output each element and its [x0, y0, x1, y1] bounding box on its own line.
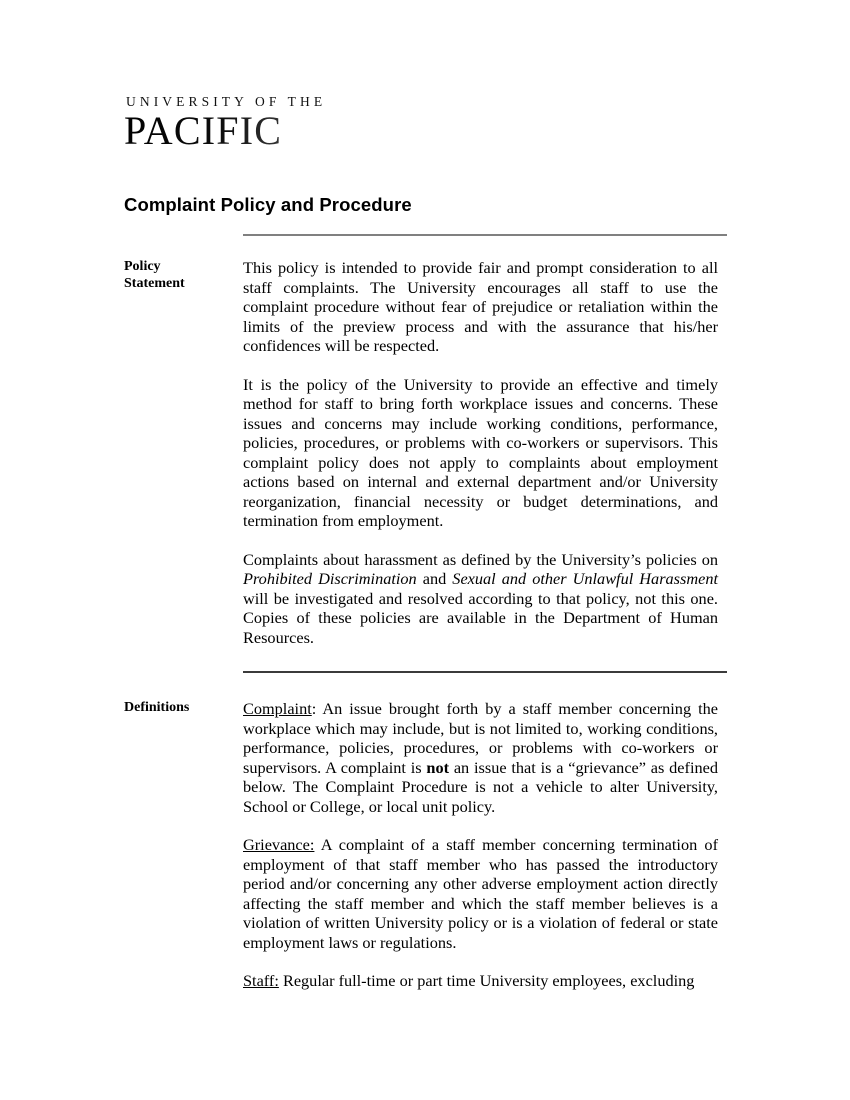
logo-wordmark-main: PACIFIC [124, 110, 354, 152]
paragraph [243, 699, 718, 816]
paragraph [243, 258, 718, 356]
page-title: Complaint Policy and Procedure [124, 194, 412, 215]
section-policy-statement [124, 258, 726, 647]
text-run-normal: an issue that is a “grievance” as defined below. The Complaint Procedure is not a vehicle to alter University, School or College, or local unit policy. [243, 757, 718, 816]
text-run-normal: Complaints about harassment as defined by the University’s policies on [243, 549, 718, 569]
paragraph [243, 375, 718, 531]
section-body-policy-statement [243, 258, 718, 647]
text-run-italic: Prohibited Discrimination [243, 569, 417, 588]
paragraph [243, 835, 718, 952]
text-run-underline: Grievance: [243, 835, 315, 854]
text-run-underline: Complaint [243, 699, 312, 718]
section-label-line: Statement [124, 276, 185, 291]
section-label-definitions [124, 699, 234, 716]
text-run-underline: Staff: [243, 971, 279, 990]
text-run-normal: : An issue brought forth by a staff member concerning the workplace which may include, but is not limited to, working conditions, performance, policies, procedures, or problems with co-workers or supervisors. A complaint is [243, 699, 718, 777]
text-run-normal: This policy is intended to provide fair and prompt consideration to all staff complaints. The University encourages all staff to use the complaint procedure without fear of prejudice or retaliation within the limits of the preview process and with the assurance that his/her confidences will be respected. [243, 258, 718, 355]
logo-wordmark-top: UNIVERSITY OF THE [126, 94, 327, 109]
text-run-normal: and [416, 569, 453, 588]
section-divider-top [243, 234, 727, 236]
paragraph [243, 971, 718, 991]
text-run-normal: A complaint of a staff member concerning termination of employment of that staff member who has passed the introductory period and/or concerning any other adverse employment action directly affecting the staff member and which the staff member believes is a violation of written University policy or is a violation of federal or state employment laws or regulations. [243, 835, 718, 952]
section-label-line: Definitions [124, 700, 190, 715]
text-run-normal: It is the policy of the University to provide an effective and timely method for staff to bring forth workplace issues and concerns. These issues and concerns may include working conditions, performance, policies, procedures, or problems with co-workers or supervisors. This complaint policy does not apply to complaints about employment actions based on internal and external department and/or University reorganization, financial necessity or budget determinations, and termination from employment. [243, 374, 718, 530]
paragraph [243, 550, 718, 648]
section-definitions [124, 699, 726, 991]
university-logo [124, 94, 354, 152]
section-divider-middle [243, 671, 727, 673]
section-label-policy-statement [124, 258, 234, 292]
text-run-bold: not [426, 757, 450, 777]
text-run-normal: Regular full-time or part time University employees, excluding [278, 971, 695, 990]
section-body-definitions [243, 699, 718, 991]
section-label-line: Policy [124, 259, 161, 274]
text-run-italic: Sexual and other Unlawful Harassment [452, 569, 718, 588]
text-run-normal: will be investigated and resolved according to that policy, not this one. Copies of these policies are available in the Department of Human Resources. [243, 588, 718, 647]
